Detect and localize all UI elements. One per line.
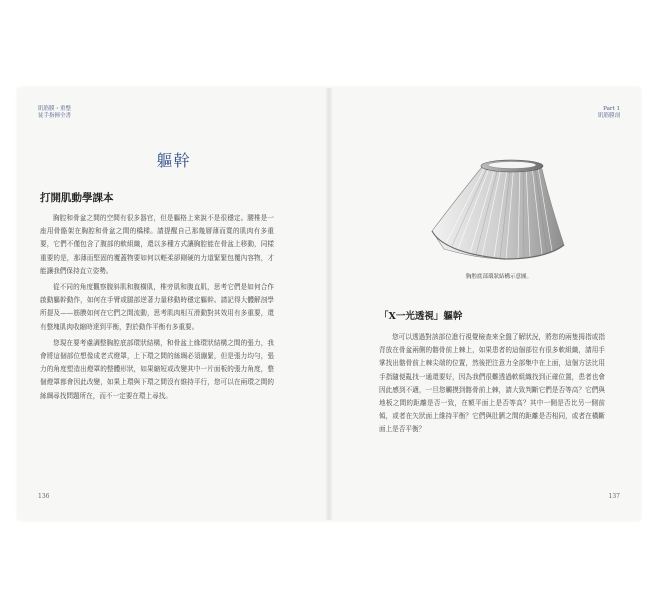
left-running-head bbox=[38, 106, 71, 120]
paragraph: 從不同的角度觀察腹斜肌和腹橫肌，椎旁肌和腹直肌，思考它們是如何合作啟動軀幹動作，如何在手臂或腿部逆著力量移動時穩定軀幹。請記得大體解剖學所提及——筋膜如何在它們之間流動，思考肌肉相互滑動對其效用有多重要，還有整塊肌肉收縮時達到平衡，對於動作平衡有多重要。 bbox=[40, 283, 274, 331]
figure-caption: 胸腔底部環狀結構示意圖。 bbox=[465, 274, 532, 280]
right-running-head-line: Part 1 bbox=[603, 106, 620, 112]
paragraph: 胸腔和骨盆之間的空間有很多器官，但是軀格上來說不是很穩定。腰椎是一座用骨骼架在胸腔和骨盆之間的橋樑。請提醒自己那幾層薄而寬的肌肉有多重要，它們不僅包含了腹部的軟組織，還以多種方式讓胸腔能在骨盆上移動，同樣重要的是，那薄而堅固的覆蓋物要如何以輕柔卻剛硬的力道緊緊包覆內容物，才能讓我們保持直立姿勢。 bbox=[40, 214, 274, 275]
paragraph: 您現在要考慮調整胸腔底部環狀結構，和骨盆上緣環狀結構之間的張力，我會將這個部位想像成老式燈罩，上下環之間的絲綢必須繃緊，但是張力均勻，張力的角度塑造出燈罩的整體形狀，如果縮短或改變其中一片面板的張力角度，整個燈罩都會因此改變，如果上環與下環之間沒有維持平行，您可以在兩環之間的絲綢尋找問題所在，而不一定要在環上尋找。 bbox=[40, 338, 274, 400]
section-title: 「X一光透視」軀幹 bbox=[379, 311, 463, 322]
left-page bbox=[18, 88, 329, 520]
right-page bbox=[329, 88, 640, 520]
right-running-head-line: 肌筋膜剖 bbox=[597, 113, 620, 119]
page-number: 136 bbox=[38, 493, 50, 500]
right-body-text bbox=[379, 331, 605, 437]
page-number: 137 bbox=[608, 493, 620, 500]
left-body-text bbox=[40, 212, 274, 406]
book-spread bbox=[18, 88, 640, 520]
chapter-title: 軀幹 bbox=[156, 151, 191, 170]
right-running-head bbox=[598, 106, 620, 120]
paragraph: 您可以透過對該部位進行視覺檢查來全盤了解狀況，將您的兩隻拇指或指背放在骨盆兩側的髂骨前上棘上，如果患者的這個部位有很多軟組織，請用手掌找出髂骨前上棘尖端的位置，然後把注意力全部集中在上面，這個方法比用手指隨便亂找一通還要好，因為我們很難透過軟組織找到正確位置，患者也會因此感到不適，一旦您觸摸到髂骨前上棘，請大致判斷它們是否等高？它們與地板之間的距離是否一致，在額平面上是否等高？其中一側是否比另一側前傾，或者在矢狀面上維持平衡？它們與肚臍之間的距離是否相同，或者在橫斷面上是否平衡？ bbox=[379, 333, 605, 434]
section-title: 打開肌動學課本 bbox=[40, 192, 114, 204]
rib-cage-lampshade-illustration bbox=[424, 153, 574, 273]
left-running-head-line: 徒手指揮全書 bbox=[38, 113, 72, 119]
left-running-head-line: 肌筋膜・重整 bbox=[38, 106, 72, 112]
